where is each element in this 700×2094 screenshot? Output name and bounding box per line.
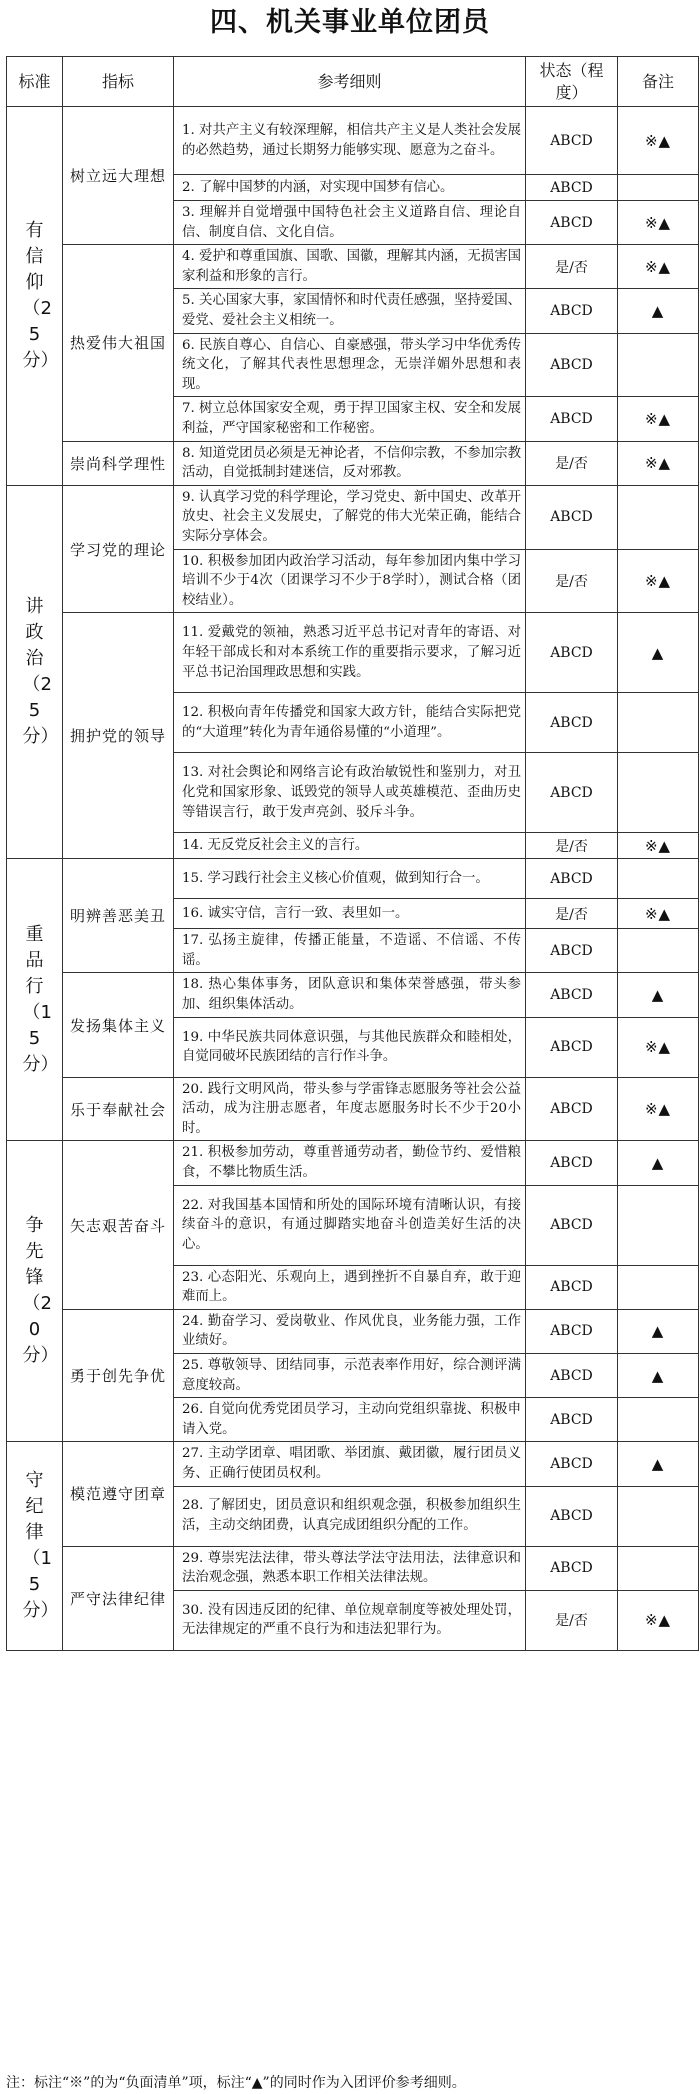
status-cell: ABCD	[526, 1309, 618, 1353]
detail-cell: 13. 对社会舆论和网络言论有政治敏锐性和鉴别力，对丑化党和国家形象、诋毁党的领导人或英雄模范、歪曲历史等错误言行，敢于发声亮剑、驳斥斗争。	[174, 753, 526, 833]
status-cell: ABCD	[526, 201, 618, 245]
detail-cell: 27. 主动学团章、唱团歌、举团旗、戴团徽，履行团员义务、正确行使团员权利。	[174, 1442, 526, 1486]
note-cell: ※▲	[618, 201, 699, 245]
status-cell: ABCD	[526, 289, 618, 333]
indicator-cell: 明辨善恶美丑	[63, 859, 174, 973]
note-cell: ▲	[618, 973, 699, 1017]
detail-cell: 3. 理解并自觉增强中国特色社会主义道路自信、理论自信、制度自信、文化自信。	[174, 201, 526, 245]
table-row	[7, 1309, 699, 1353]
status-cell: ABCD	[526, 1354, 618, 1398]
indicator-cell: 模范遵守团章	[63, 1442, 174, 1546]
status-cell: ABCD	[526, 1141, 618, 1185]
status-cell: ABCD	[526, 1017, 618, 1077]
detail-cell: 7. 树立总体国家安全观，勇于捍卫国家主权、安全和发展利益，严守国家秘密和工作秘密。	[174, 397, 526, 441]
status-cell: ABCD	[526, 107, 618, 175]
note-cell	[618, 485, 699, 549]
status-cell: ABCD	[526, 333, 618, 397]
status-cell: 是/否	[526, 549, 618, 613]
status-cell: ABCD	[526, 1265, 618, 1309]
indicator-cell: 发扬集体主义	[63, 973, 174, 1077]
note-cell: ※▲	[618, 107, 699, 175]
detail-cell: 23. 心态阳光、乐观向上，遇到挫折不自暴自弃，敢于迎难而上。	[174, 1265, 526, 1309]
indicator-cell: 乐于奉献社会	[63, 1077, 174, 1141]
note-cell: ▲	[618, 1141, 699, 1185]
standard-cell	[7, 485, 63, 859]
indicator-cell: 严守法律纪律	[63, 1546, 174, 1650]
standard-cell	[7, 1442, 63, 1650]
status-cell: 是/否	[526, 833, 618, 859]
header-standard: 标准	[7, 57, 63, 107]
status-cell: 是/否	[526, 1590, 618, 1650]
detail-cell: 6. 民族自尊心、自信心、自豪感强，带头学习中华优秀传统文化，了解其代表性思想理念，无崇洋媚外思想和表现。	[174, 333, 526, 397]
header-note: 备注	[618, 57, 699, 107]
detail-cell: 16. 诚实守信，言行一致、表里如一。	[174, 899, 526, 929]
detail-cell: 18. 热心集体事务，团队意识和集体荣誉感强，带头参加、组织集体活动。	[174, 973, 526, 1017]
page-title: 四、机关事业单位团员	[210, 7, 490, 38]
standard-label: 重品行（15分）	[22, 923, 59, 1075]
note-cell: ▲	[618, 289, 699, 333]
detail-cell: 25. 尊敬领导、团结同事，示范表率作用好，综合测评满意度较高。	[174, 1354, 526, 1398]
status-cell: ABCD	[526, 859, 618, 899]
note-cell	[618, 1265, 699, 1309]
table-row	[7, 485, 699, 549]
detail-cell: 19. 中华民族共同体意识强，与其他民族群众和睦相处，自觉同破坏民族团结的言行作斗争。	[174, 1017, 526, 1077]
status-cell: ABCD	[526, 1185, 618, 1265]
status-cell: ABCD	[526, 397, 618, 441]
note-cell: ※▲	[618, 397, 699, 441]
note-cell: ※▲	[618, 549, 699, 613]
indicator-cell: 勇于创先争优	[63, 1309, 174, 1442]
status-cell: ABCD	[526, 1442, 618, 1486]
table-row	[7, 613, 699, 693]
detail-cell: 17. 弘扬主旋律，传播正能量，不造谣、不信谣、不传谣。	[174, 929, 526, 973]
detail-cell: 10. 积极参加团内政治学习活动，每年参加团内集中学习培训不少于4次（团课学习不少于8学时），测试合格（团校结业）。	[174, 549, 526, 613]
table-row	[7, 859, 699, 899]
standard-label: 守纪律（15分）	[22, 1470, 59, 1622]
standard-label: 有信仰（25分）	[22, 219, 59, 371]
detail-cell: 12. 积极向青年传播党和国家大政方针，能结合实际把党的“大道理”转化为青年通俗易懂的“小道理”。	[174, 693, 526, 753]
status-cell: 是/否	[526, 899, 618, 929]
detail-cell: 22. 对我国基本国情和所处的国际环境有清晰认识，有接续奋斗的意识，有通过脚踏实地奋斗创造美好生活的决心。	[174, 1185, 526, 1265]
table-row	[7, 245, 699, 289]
header-indicator: 指标	[63, 57, 174, 107]
detail-cell: 9. 认真学习党的科学理论，学习党史、新中国史、改革开放史、社会主义发展史，了解党的伟大光荣正确，能结合实际分享体会。	[174, 485, 526, 549]
footnote: 注：标注“※”的为“负面清单”项，标注“▲”的同时作为入团评价参考细则。	[6, 2075, 466, 2091]
table-row	[7, 1141, 699, 1185]
note-cell	[618, 753, 699, 833]
standard-cell	[7, 1141, 63, 1442]
note-cell: ※▲	[618, 1590, 699, 1650]
status-cell: ABCD	[526, 485, 618, 549]
note-cell: ▲	[618, 1309, 699, 1353]
header-status-label: 状态（程度）	[539, 60, 604, 102]
detail-cell: 8. 知道党团员必须是无神论者，不信仰宗教，不参加宗教活动，自觉抵制封建迷信，反对邪教。	[174, 441, 526, 485]
note-cell: ▲	[618, 1354, 699, 1398]
note-cell: ※▲	[618, 1077, 699, 1141]
status-cell: ABCD	[526, 929, 618, 973]
detail-cell: 11. 爱戴党的领袖，熟悉习近平总书记对青年的寄语、对年轻干部成长和对本系统工作的重要指示要求，了解习近平总书记治国理政思想和实践。	[174, 613, 526, 693]
header-status	[526, 57, 618, 107]
note-cell	[618, 175, 699, 201]
table-row	[7, 973, 699, 1017]
detail-cell: 24. 勤奋学习、爱岗敬业、作风优良，业务能力强，工作业绩好。	[174, 1309, 526, 1353]
detail-cell: 4. 爱护和尊重国旗、国歌、国徽，理解其内涵，无损害国家利益和形象的言行。	[174, 245, 526, 289]
indicator-cell: 矢志艰苦奋斗	[63, 1141, 174, 1309]
header-row	[7, 57, 699, 107]
detail-cell: 28. 了解团史，团员意识和组织观念强，积极参加组织生活，主动交纳团费，认真完成团组织分配的工作。	[174, 1486, 526, 1546]
detail-cell: 20. 践行文明风尚，带头参与学雷锋志愿服务等社会公益活动，成为注册志愿者，年度志愿服务时长不少于20小时。	[174, 1077, 526, 1141]
note-cell	[618, 1546, 699, 1590]
detail-cell: 5. 关心国家大事，家国情怀和时代责任感强，坚持爱国、爱党、爱社会主义相统一。	[174, 289, 526, 333]
indicator-cell: 拥护党的领导	[63, 613, 174, 859]
status-cell: ABCD	[526, 753, 618, 833]
indicator-cell: 树立远大理想	[63, 107, 174, 245]
note-cell	[618, 929, 699, 973]
evaluation-table	[6, 56, 699, 1651]
status-cell: ABCD	[526, 973, 618, 1017]
note-cell: ※▲	[618, 833, 699, 859]
status-cell: ABCD	[526, 1486, 618, 1546]
note-cell: ※▲	[618, 441, 699, 485]
indicator-cell: 学习党的理论	[63, 485, 174, 613]
note-cell	[618, 333, 699, 397]
detail-cell: 14. 无反党反社会主义的言行。	[174, 833, 526, 859]
table-row	[7, 1546, 699, 1590]
indicator-cell: 崇尚科学理性	[63, 441, 174, 485]
standard-cell	[7, 859, 63, 1141]
detail-cell: 21. 积极参加劳动，尊重普通劳动者，勤俭节约、爱惜粮食，不攀比物质生活。	[174, 1141, 526, 1185]
status-cell: ABCD	[526, 693, 618, 753]
standard-cell	[7, 107, 63, 486]
note-cell: ※▲	[618, 245, 699, 289]
detail-cell: 30. 没有因违反团的纪律、单位规章制度等被处理处罚，无法律规定的严重不良行为和违法犯罪行为。	[174, 1590, 526, 1650]
table-body	[7, 107, 699, 1651]
status-cell: 是/否	[526, 441, 618, 485]
header-detail: 参考细则	[174, 57, 526, 107]
standard-label: 讲政治（25分）	[22, 596, 59, 747]
status-cell: 是/否	[526, 245, 618, 289]
note-cell: ▲	[618, 1442, 699, 1486]
status-cell: ABCD	[526, 1546, 618, 1590]
table-row	[7, 107, 699, 175]
note-cell	[618, 693, 699, 753]
table-row	[7, 441, 699, 485]
indicator-cell: 热爱伟大祖国	[63, 245, 174, 441]
detail-cell: 29. 尊崇宪法法律，带头尊法学法守法用法，法律意识和法治观念强，熟悉本职工作相关法律法规。	[174, 1546, 526, 1590]
note-cell	[618, 1486, 699, 1546]
table-row	[7, 1077, 699, 1141]
status-cell: ABCD	[526, 175, 618, 201]
note-cell: ※▲	[618, 899, 699, 929]
note-cell	[618, 1398, 699, 1442]
detail-cell: 2. 了解中国梦的内涵，对实现中国梦有信心。	[174, 175, 526, 201]
note-cell	[618, 1185, 699, 1265]
detail-cell: 15. 学习践行社会主义核心价值观，做到知行合一。	[174, 859, 526, 899]
table-row	[7, 1442, 699, 1486]
detail-cell: 1. 对共产主义有较深理解，相信共产主义是人类社会发展的必然趋势，通过长期努力能够实现、愿意为之奋斗。	[174, 107, 526, 175]
detail-cell: 26. 自觉向优秀党团员学习，主动向党组织靠拢、积极申请入党。	[174, 1398, 526, 1442]
note-cell	[618, 859, 699, 899]
status-cell: ABCD	[526, 1398, 618, 1442]
status-cell: ABCD	[526, 1077, 618, 1141]
standard-label: 争先锋（20分）	[22, 1215, 59, 1367]
note-cell: ※▲	[618, 1017, 699, 1077]
status-cell: ABCD	[526, 613, 618, 693]
note-cell: ▲	[618, 613, 699, 693]
